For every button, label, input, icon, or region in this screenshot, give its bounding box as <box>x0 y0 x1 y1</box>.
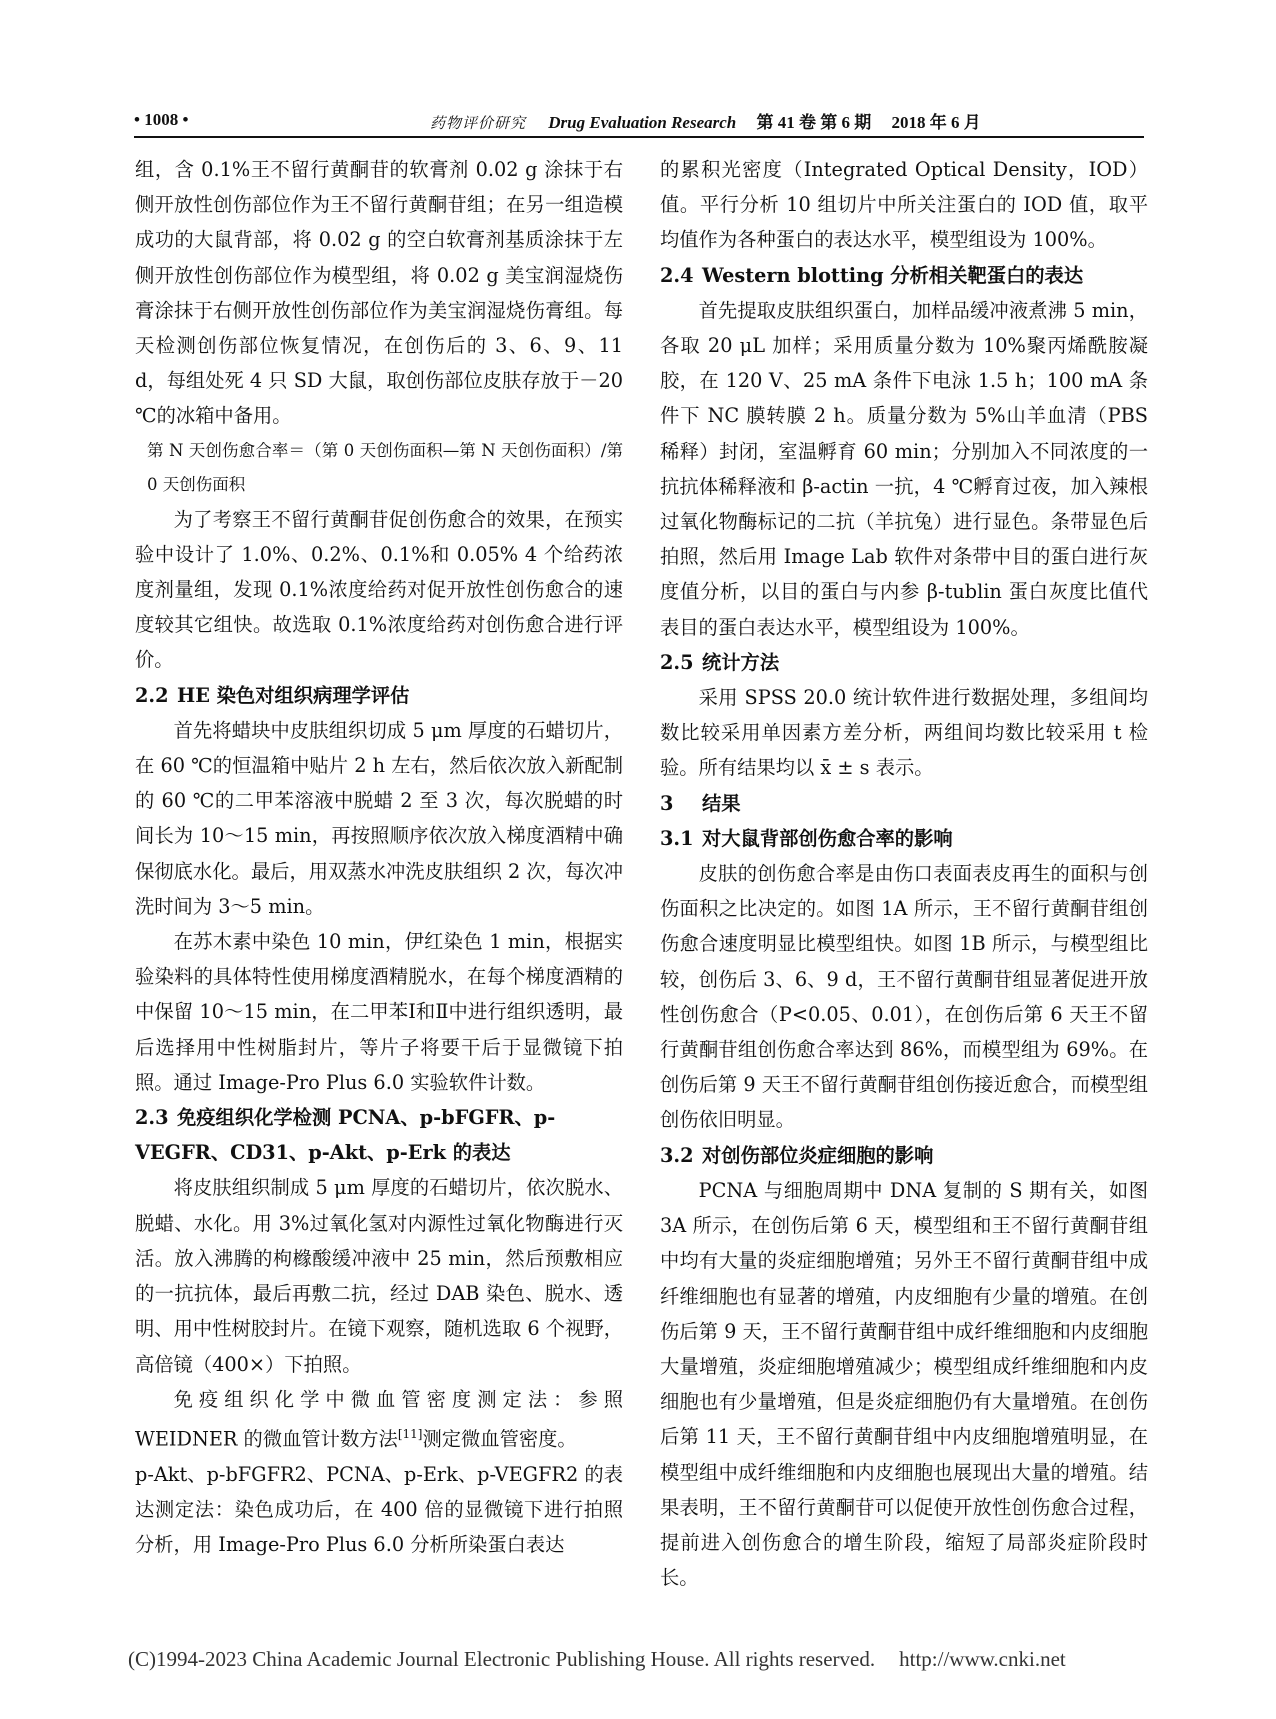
section-title: 结果 <box>702 791 741 815</box>
section-title: 免疫组织化学检测 PCNA、p-bFGFR、p-VEGFR、CD31、p-Akt、p-Erk 的表达 <box>135 1106 556 1165</box>
right-column <box>660 152 1148 1595</box>
copyright-text: (C)1994-2023 China Academic Journal Electronic Publishing House. All rights reserved. <box>128 1647 876 1671</box>
section-number: 3 <box>660 791 674 815</box>
left-column <box>135 152 623 1562</box>
paragraph: p-Akt、p-bFGFR2、PCNA、p-Erk、p-VEGFR2 的表达测定法：染色成功后，在 400 倍的显微镜下进行拍照分析，用 Image-Pro Plus 6.0 分析所染蛋白表达 <box>135 1462 623 1556</box>
journal-info <box>430 108 981 133</box>
section-number: 2.4 <box>660 263 694 287</box>
publication-date: 2018 年 6 月 <box>891 113 981 132</box>
section-heading <box>660 1138 1148 1173</box>
website-link[interactable]: http://www.cnki.net <box>899 1647 1066 1671</box>
section-number: 2.5 <box>660 650 694 674</box>
paragraph: 将皮肤组织制成 5 μm 厚度的石蜡切片，依次脱水、脱蜡、水化。用 3%过氧化氢对内源性过氧化物酶进行灭活。放入沸腾的枸橼酸缓冲液中 25 min，然后预敷相应的一抗抗体，最后再敷二抗，经过 DAB 染色、脱水、透明、用中性树胶封片。在镜下观察，随机选取 6 个视野，高倍镜（400×）下拍照。 <box>135 1176 623 1376</box>
section-title: 对创伤部位炎症细胞的影响 <box>702 1143 934 1167</box>
page-number: • 1008 • <box>134 110 189 129</box>
volume-issue: 第 41 卷 第 6 期 <box>756 113 872 132</box>
paragraph: PCNA 与细胞周期中 DNA 复制的 S 期有关，如图 3A 所示，在创伤后第 6 天，模型组和王不留行黄酮苷组中均有大量的炎症细胞增殖；另外王不留行黄酮苷组中成纤维细胞也有显著的增殖，内皮细胞有少量的增殖。在创伤后第 9 天，王不留行黄酮苷组中成纤维细胞和内皮细胞大量增殖，炎症细胞增殖减少；模型组成纤维细胞和内皮细胞也有少量增殖，但是炎症细胞仍有大量增殖。在创伤后第 11 天，王不留行黄酮苷组中内皮细胞增殖明显，在模型组中成纤维细胞和内皮细胞也展现出大量的增殖。结果表明，王不留行黄酮苷可以促使开放性创伤愈合过程，提前进入创伤愈合的增生阶段，缩短了局部炎症阶段时长。 <box>660 1178 1148 1590</box>
running-header <box>134 100 1144 138</box>
journal-title-en: Drug Evaluation Research <box>548 113 737 132</box>
section-title: Western blotting 分析相关靶蛋白的表达 <box>702 263 1084 287</box>
section-number: 2.2 <box>135 683 169 707</box>
section-title: 统计方法 <box>702 650 780 674</box>
copyright-footer <box>128 1647 1066 1672</box>
section-heading <box>660 645 1148 680</box>
paragraph: 为了考察王不留行黄酮苷促创伤愈合的效果，在预实验中设计了 1.0%、0.2%、0.1%和 0.05% 4 个给药浓度剂量组，发现 0.1%浓度给药对促开放性创伤愈合的速度较其它组快。故选取 0.1%浓度给药对创伤愈合进行评价。 <box>135 507 623 672</box>
section-heading <box>660 821 1148 856</box>
section-heading <box>660 786 1148 821</box>
section-title: HE 染色对组织病理学评估 <box>177 683 410 707</box>
paragraph-text: 免疫组织化学中微血管密度测定法：参照 WEIDNER 的微血管计数方法 <box>135 1387 623 1451</box>
section-number: 2.3 <box>135 1106 169 1130</box>
section-heading <box>135 678 623 713</box>
paragraph: 皮肤的创伤愈合率是由伤口表面表皮再生的面积与创伤面积之比决定的。如图 1A 所示，王不留行黄酮苷组创伤愈合速度明显比模型组快。如图 1B 所示，与模型组比较，创伤后 3、6、9 d，王不留行黄酮苷组显著促进开放性创伤愈合（P<0.05、0.01），在创伤后第 6 天王不留行黄酮苷组创伤愈合率达到 86%，而模型组为 69%。在创伤后第 9 天王不留行黄酮苷组创伤接近愈合，而模型组创伤依旧明显。 <box>660 862 1148 1132</box>
paragraph: 首先提取皮肤组织蛋白，加样品缓冲液煮沸 5 min，各取 20 μL 加样；采用质量分数为 10%聚丙烯酰胺凝胶，在 120 V、25 mA 条件下电泳 1.5 h；100 mA 条件下 NC 膜转膜 2 h。质量分数为 5%山羊血清（PBS 稀释）封闭，室温孵育 60 min；分别加入不同浓度的一抗抗体稀释液和 β-actin 一抗，4 ℃孵育过夜，加入辣根过氧化物酶标记的二抗（羊抗兔）进行显色。条带显色后拍照，然后用 Image Lab 软件对条带中目的蛋白进行灰度值分析，以目的蛋白与内参 β-tublin 蛋白灰度比值代表目的蛋白表达水平，模型组设为 100%。 <box>660 298 1148 639</box>
section-heading <box>135 1100 623 1170</box>
paragraph: 在苏木素中染色 10 min，伊红染色 1 min，根据实验染料的具体特性使用梯度酒精脱水，在每个梯度酒精的中保留 10～15 min，在二甲苯Ⅰ和Ⅱ中进行组织透明，最后选择用中性树脂封片，等片子将要干后于显微镜下拍照。通过 Image-Pro Plus 6.0 实验软件计数。 <box>135 930 623 1094</box>
section-number: 3.1 <box>660 826 694 850</box>
formula: 第 N 天创伤愈合率＝（第 0 天创伤面积—第 N 天创伤面积）/第 0 天创伤面积 <box>147 440 623 494</box>
paragraph: 的累积光密度（Integrated Optical Density，IOD）值。平行分析 10 组切片中所关注蛋白的 IOD 值，取平均值作为各种蛋白的表达水平，模型组设为 100%。 <box>660 158 1148 252</box>
section-heading <box>660 258 1148 293</box>
section-number: 3.2 <box>660 1143 694 1167</box>
journal-title-cn: 药物评价研究 <box>430 116 527 132</box>
citation-ref: [11] <box>397 1426 423 1441</box>
paragraph-text: 测定微血管密度。 <box>422 1427 577 1451</box>
paragraph: 组，含 0.1%王不留行黄酮苷的软膏剂 0.02 g 涂抹于右侧开放性创伤部位作为王不留行黄酮苷组；在另一组造模成功的大鼠背部，将 0.02 g 的空白软膏剂基质涂抹于左侧开放性创伤部位作为模型组，将 0.02 g 美宝润湿烧伤膏涂抹于右侧开放性创伤部位作为美宝润湿烧伤膏组。每天检测创伤部位恢复情况，在创伤后的 3、6、9、11 d，每组处死 4 只 SD 大鼠，取创伤部位皮肤存放于－20 ℃的冰箱中备用。 <box>135 158 623 428</box>
section-title: 对大鼠背部创伤愈合率的影响 <box>702 826 953 850</box>
paragraph: 首先将蜡块中皮肤组织切成 5 μm 厚度的石蜡切片，在 60 ℃的恒温箱中贴片 2 h 左右，然后依次放入新配制的 60 ℃的二甲苯溶液中脱蜡 2 至 3 次，每次脱蜡的时间长为 10～15 min，再按照顺序依次放入梯度酒精中确保彻底水化。最后，用双蒸水冲洗皮肤组织 2 次，每次冲洗时间为 3～5 min。 <box>135 718 623 918</box>
paragraph: 采用 SPSS 20.0 统计软件进行数据处理，多组间均数比较采用单因素方差分析，两组间均数比较采用 t 检验。所有结果均以 x̄ ± s 表示。 <box>660 686 1148 780</box>
paragraph <box>135 1382 623 1457</box>
